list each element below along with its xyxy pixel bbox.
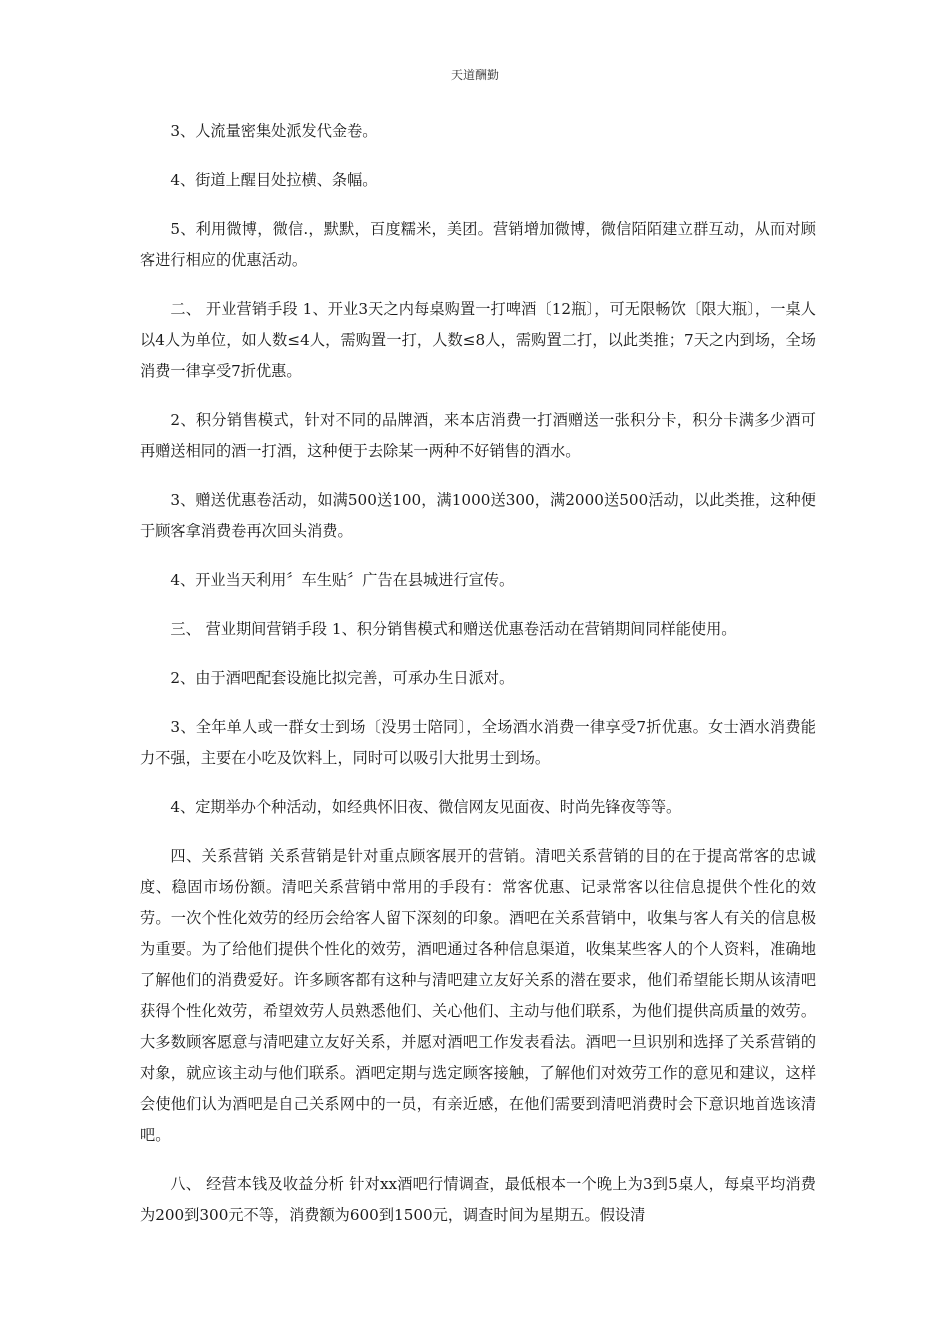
paragraph-12: 四、关系营销 关系营销是针对重点顾客展开的营销。清吧关系营销的目的在于提高常客的忠诚度、稳固市场份额。清吧关系营销中常用的手段有：常客优惠、记录常客以往信息提供个性化的效劳。一次个性化效劳的经历会给客人留下深刻的印象。酒吧在关系营销中，收集与客人有关的信息极为重要。为了给他们提供个性化的效劳，酒吧通过各种信息渠道，收集某些客人的个人资料，准确地了解他们的消费爱好。许多顾客都有这种与清吧建立友好关系的潜在要求，他们希望能长期从该清吧获得个性化效劳，希望效劳人员熟悉他们、关心他们、主动与他们联系，为他们提供高质量的效劳。大多数顾客愿意与清吧建立友好关系，并愿对酒吧工作发表看法。酒吧一旦识别和选择了关系营销的对象，就应该主动与他们联系。酒吧定期与选定顾客接触，了解他们对效劳工作的意见和建议，这样会使他们认为酒吧是自己关系网中的一员，有亲近感，在他们需要到清吧消费时会下意识地首选该清吧。 [140,847,816,1144]
paragraph-6: 3、赠送优惠卷活动，如满500送100，满1000送300，满2000送500活动，以此类推，这种便于顾客拿消费卷再次回头消费。 [140,491,816,540]
paragraph-10: 3、全年单人或一群女士到场〔没男士陪同〕，全场酒水消费一律享受7折优惠。女士酒水消费能力不强，主要在小吃及饮料上，同时可以吸引大批男士到场。 [140,718,816,767]
paragraph-11: 4、定期举办个种活动，如经典怀旧夜、微信网友见面夜、时尚先锋夜等等。 [170,798,682,816]
paragraph-1: 3、人流量密集处派发代金卷。 [170,122,378,140]
paragraph-4: 二、 开业营销手段 1、开业3天之内每桌购置一打啤酒〔12瓶〕，可无限畅饮〔限大瓶〕，一桌人以4人为单位，如人数≤4人，需购置一打，人数≤8人，需购置二打，以此类推；7天之内到场，全场消费一律享受7折优惠。 [140,300,816,380]
document-body [140,116,816,1249]
paragraph-3: 5、利用微博，微信.，默默，百度糯米，美团。营销增加微博，微信陌陌建立群互动，从而对顾客进行相应的优惠活动。 [140,220,816,269]
paragraph-13: 八、 经营本钱及收益分析 针对xx酒吧行情调查，最低根本一个晚上为3到5桌人，每桌平均消费为200到300元不等，消费额为600到1500元，调查时间为星期五。假设清 [140,1175,816,1224]
paragraph-8: 三、 营业期间营销手段 1、积分销售模式和赠送优惠卷活动在营销期间同样能使用。 [170,620,737,638]
paragraph-9: 2、由于酒吧配套设施比拟完善，可承办生日派对。 [170,669,515,687]
page-header: 天道酬勤 [450,68,499,82]
paragraph-5: 2、积分销售模式，针对不同的品牌酒，来本店消费一打酒赠送一张积分卡，积分卡满多少酒可再赠送相同的酒一打酒，这种便于去除某一两种不好销售的酒水。 [140,411,816,460]
paragraph-2: 4、街道上醒目处拉横、条幅。 [170,171,378,189]
paragraph-7: 4、开业当天利用〞车生贴〞广告在县城进行宣传。 [170,571,515,589]
